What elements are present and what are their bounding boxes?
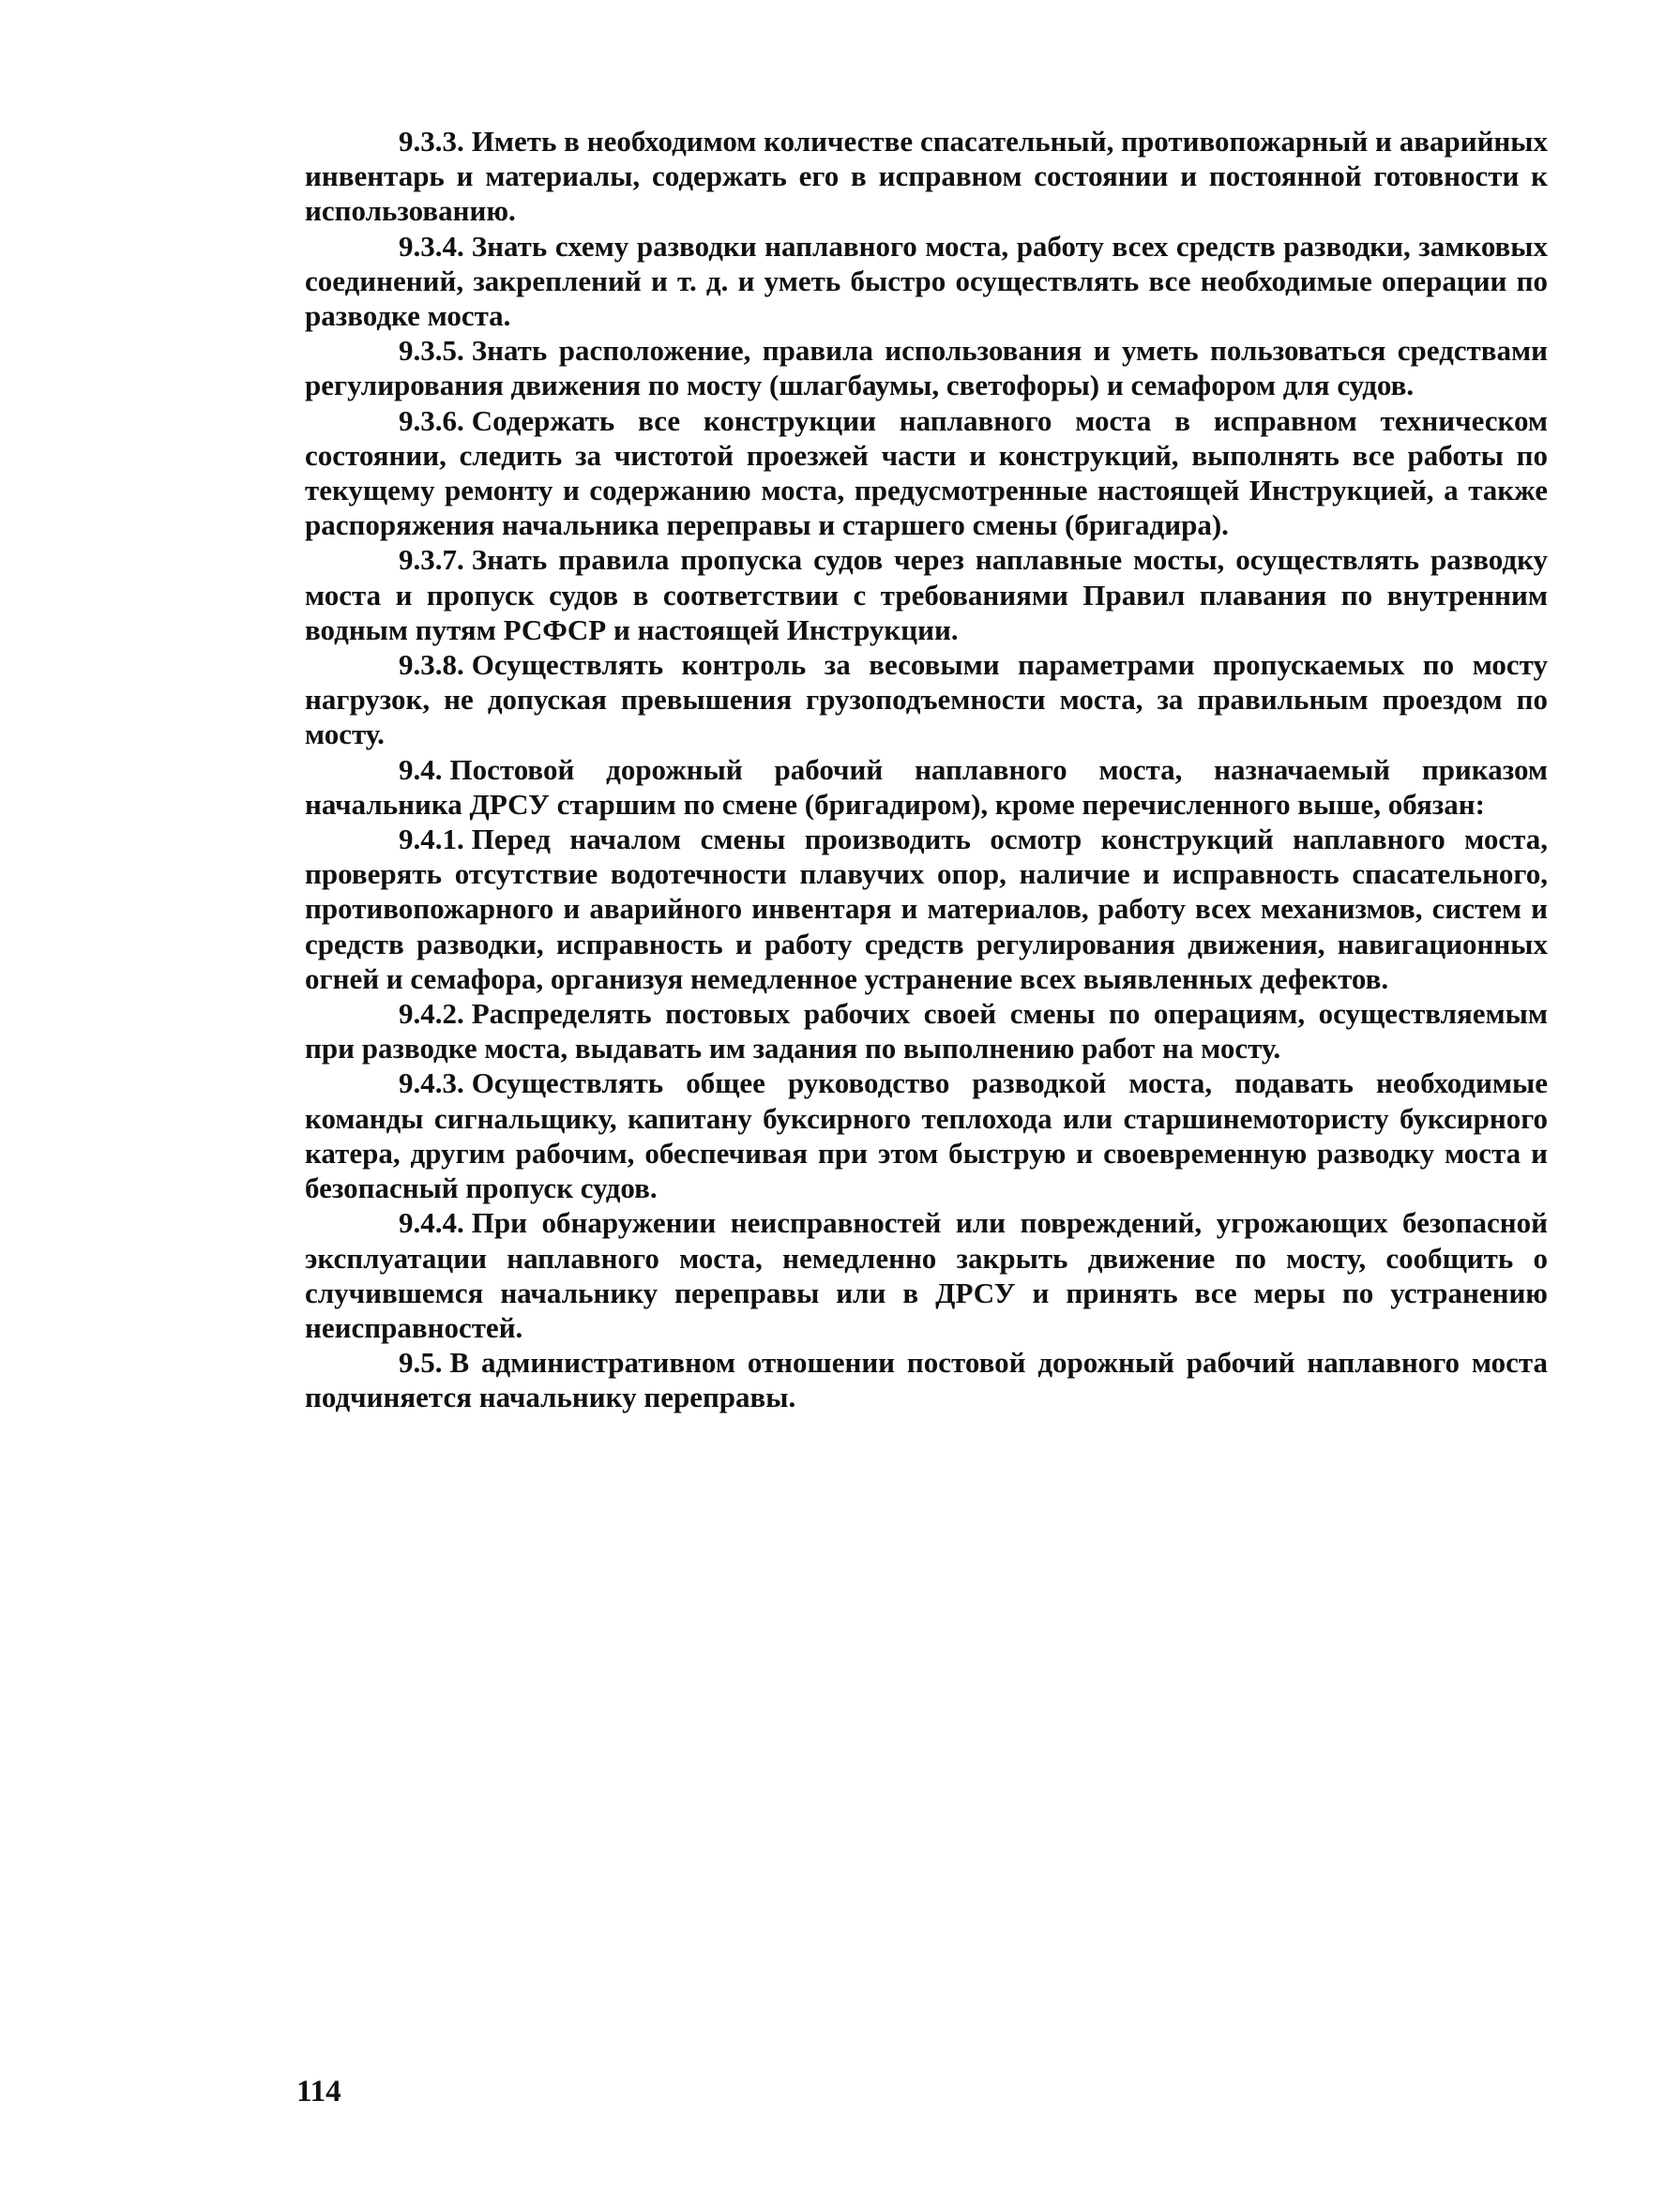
- paragraph-text: В административном отношении постовой дорожный рабочий наплавного моста подчиняется начальнику переправы.: [305, 1346, 1548, 1414]
- paragraph-text: Осуществлять контроль за весовыми параметрами пропускаемых по мосту нагрузок, не допуская превышения грузоподъемности моста, за правильным проездом по мосту.: [305, 648, 1548, 751]
- paragraph-number: 9.4.2.: [399, 997, 464, 1031]
- paragraph-9-3-6: [305, 403, 1548, 543]
- paragraph-number: 9.5.: [399, 1346, 443, 1380]
- paragraph-9-4-2: [305, 996, 1548, 1065]
- paragraph-number: 9.4.3.: [399, 1066, 464, 1100]
- paragraph-number: 9.4.: [399, 752, 443, 786]
- paragraph-9-4-3: [305, 1065, 1548, 1205]
- paragraph-text: Знать расположение, правила использования и уметь пользоваться средствами регулирования движения по мосту (шлагбаумы, светофоры) и семафором для судов.: [305, 334, 1548, 402]
- paragraph-text: Распределять постовых рабочих своей смены по операциям, осуществляемым при разводке моста, выдавать им задания по выполнению работ на мосту.: [305, 997, 1548, 1065]
- paragraph-9-4-4: [305, 1205, 1548, 1345]
- paragraph-number: 9.3.4.: [399, 229, 464, 263]
- paragraph-9-3-5: [305, 333, 1548, 402]
- paragraph-text: Знать правила пропуска судов через наплавные мосты, осуществлять разводку моста и пропуск судов в соответствии с требованиями Правил плавания по внутренним водным путям РСФСР и настоящей Инструкции.: [305, 543, 1548, 646]
- paragraph-9-4: [305, 752, 1548, 822]
- paragraph-number: 9.3.8.: [399, 648, 464, 682]
- paragraph-number: 9.3.7.: [399, 543, 464, 577]
- paragraph-number: 9.4.4.: [399, 1206, 464, 1240]
- paragraph-9-3-4: [305, 229, 1548, 334]
- paragraph-number: 9.3.3.: [399, 125, 464, 158]
- paragraph-number: 9.3.5.: [399, 334, 464, 368]
- paragraph-text: Постовой дорожный рабочий наплавного моста, назначаемый приказом начальника ДРСУ старшим по смене (бригадиром), кроме перечисленного выше, обязан:: [305, 752, 1548, 821]
- paragraph-9-3-3: [305, 124, 1548, 229]
- paragraph-number: 9.3.6.: [399, 403, 464, 437]
- paragraph-text: Иметь в необходимом количестве спасательный, противопожарный и аварийных инвентарь и материалы, содержать его в исправном состоянии и постоянной готовности к использованию.: [305, 125, 1548, 228]
- paragraph-9-5: [305, 1345, 1548, 1414]
- paragraph-text: Содержать все конструкции наплавного моста в исправном техническом состоянии, следить за чистотой проезжей части и конструкций, выполнять все работы по текущему ремонту и содержанию моста, предусмотренные настоящей Инструкцией, а также распоряжения начальника переправы и старшего смены (бригадира).: [305, 403, 1548, 542]
- paragraph-9-3-7: [305, 542, 1548, 647]
- paragraph-text: Осуществлять общее руководство разводкой моста, подавать необходимые команды сигнальщику, капитану буксирного теплохода или старшинемотористу буксирного катера, другим рабочим, обеспечивая при этом быструю и своевременную разводку моста и безопасный пропуск судов.: [305, 1066, 1548, 1205]
- paragraph-text: Знать схему разводки наплавного моста, работу всех средств разводки, замковых соединений, закреплений и т. д. и уметь быстро осуществлять все необходимые операции по разводке моста.: [305, 229, 1548, 333]
- page-number: 114: [296, 2075, 341, 2108]
- paragraph-9-3-8: [305, 647, 1548, 752]
- paragraph-9-4-1: [305, 822, 1548, 996]
- document-body: [305, 124, 1548, 1415]
- paragraph-number: 9.4.1.: [399, 823, 464, 856]
- paragraph-text: Перед началом смены производить осмотр конструкций наплавного моста, проверять отсутствие водотечности плавучих опор, наличие и исправность спасательного, противопожарного и аварийного инвентаря и материалов, работу всех механизмов, систем и средств разводки, исправность и работу средств регулирования движения, навигационных огней и семафора, организуя немедленное устранение всех выявленных дефектов.: [305, 823, 1548, 995]
- paragraph-text: При обнаружении неисправностей или повреждений, угрожающих безопасной эксплуатации наплавного моста, немедленно закрыть движение по мосту, сообщить о случившемся начальнику переправы или в ДРСУ и принять все меры по устранению неисправностей.: [305, 1206, 1548, 1344]
